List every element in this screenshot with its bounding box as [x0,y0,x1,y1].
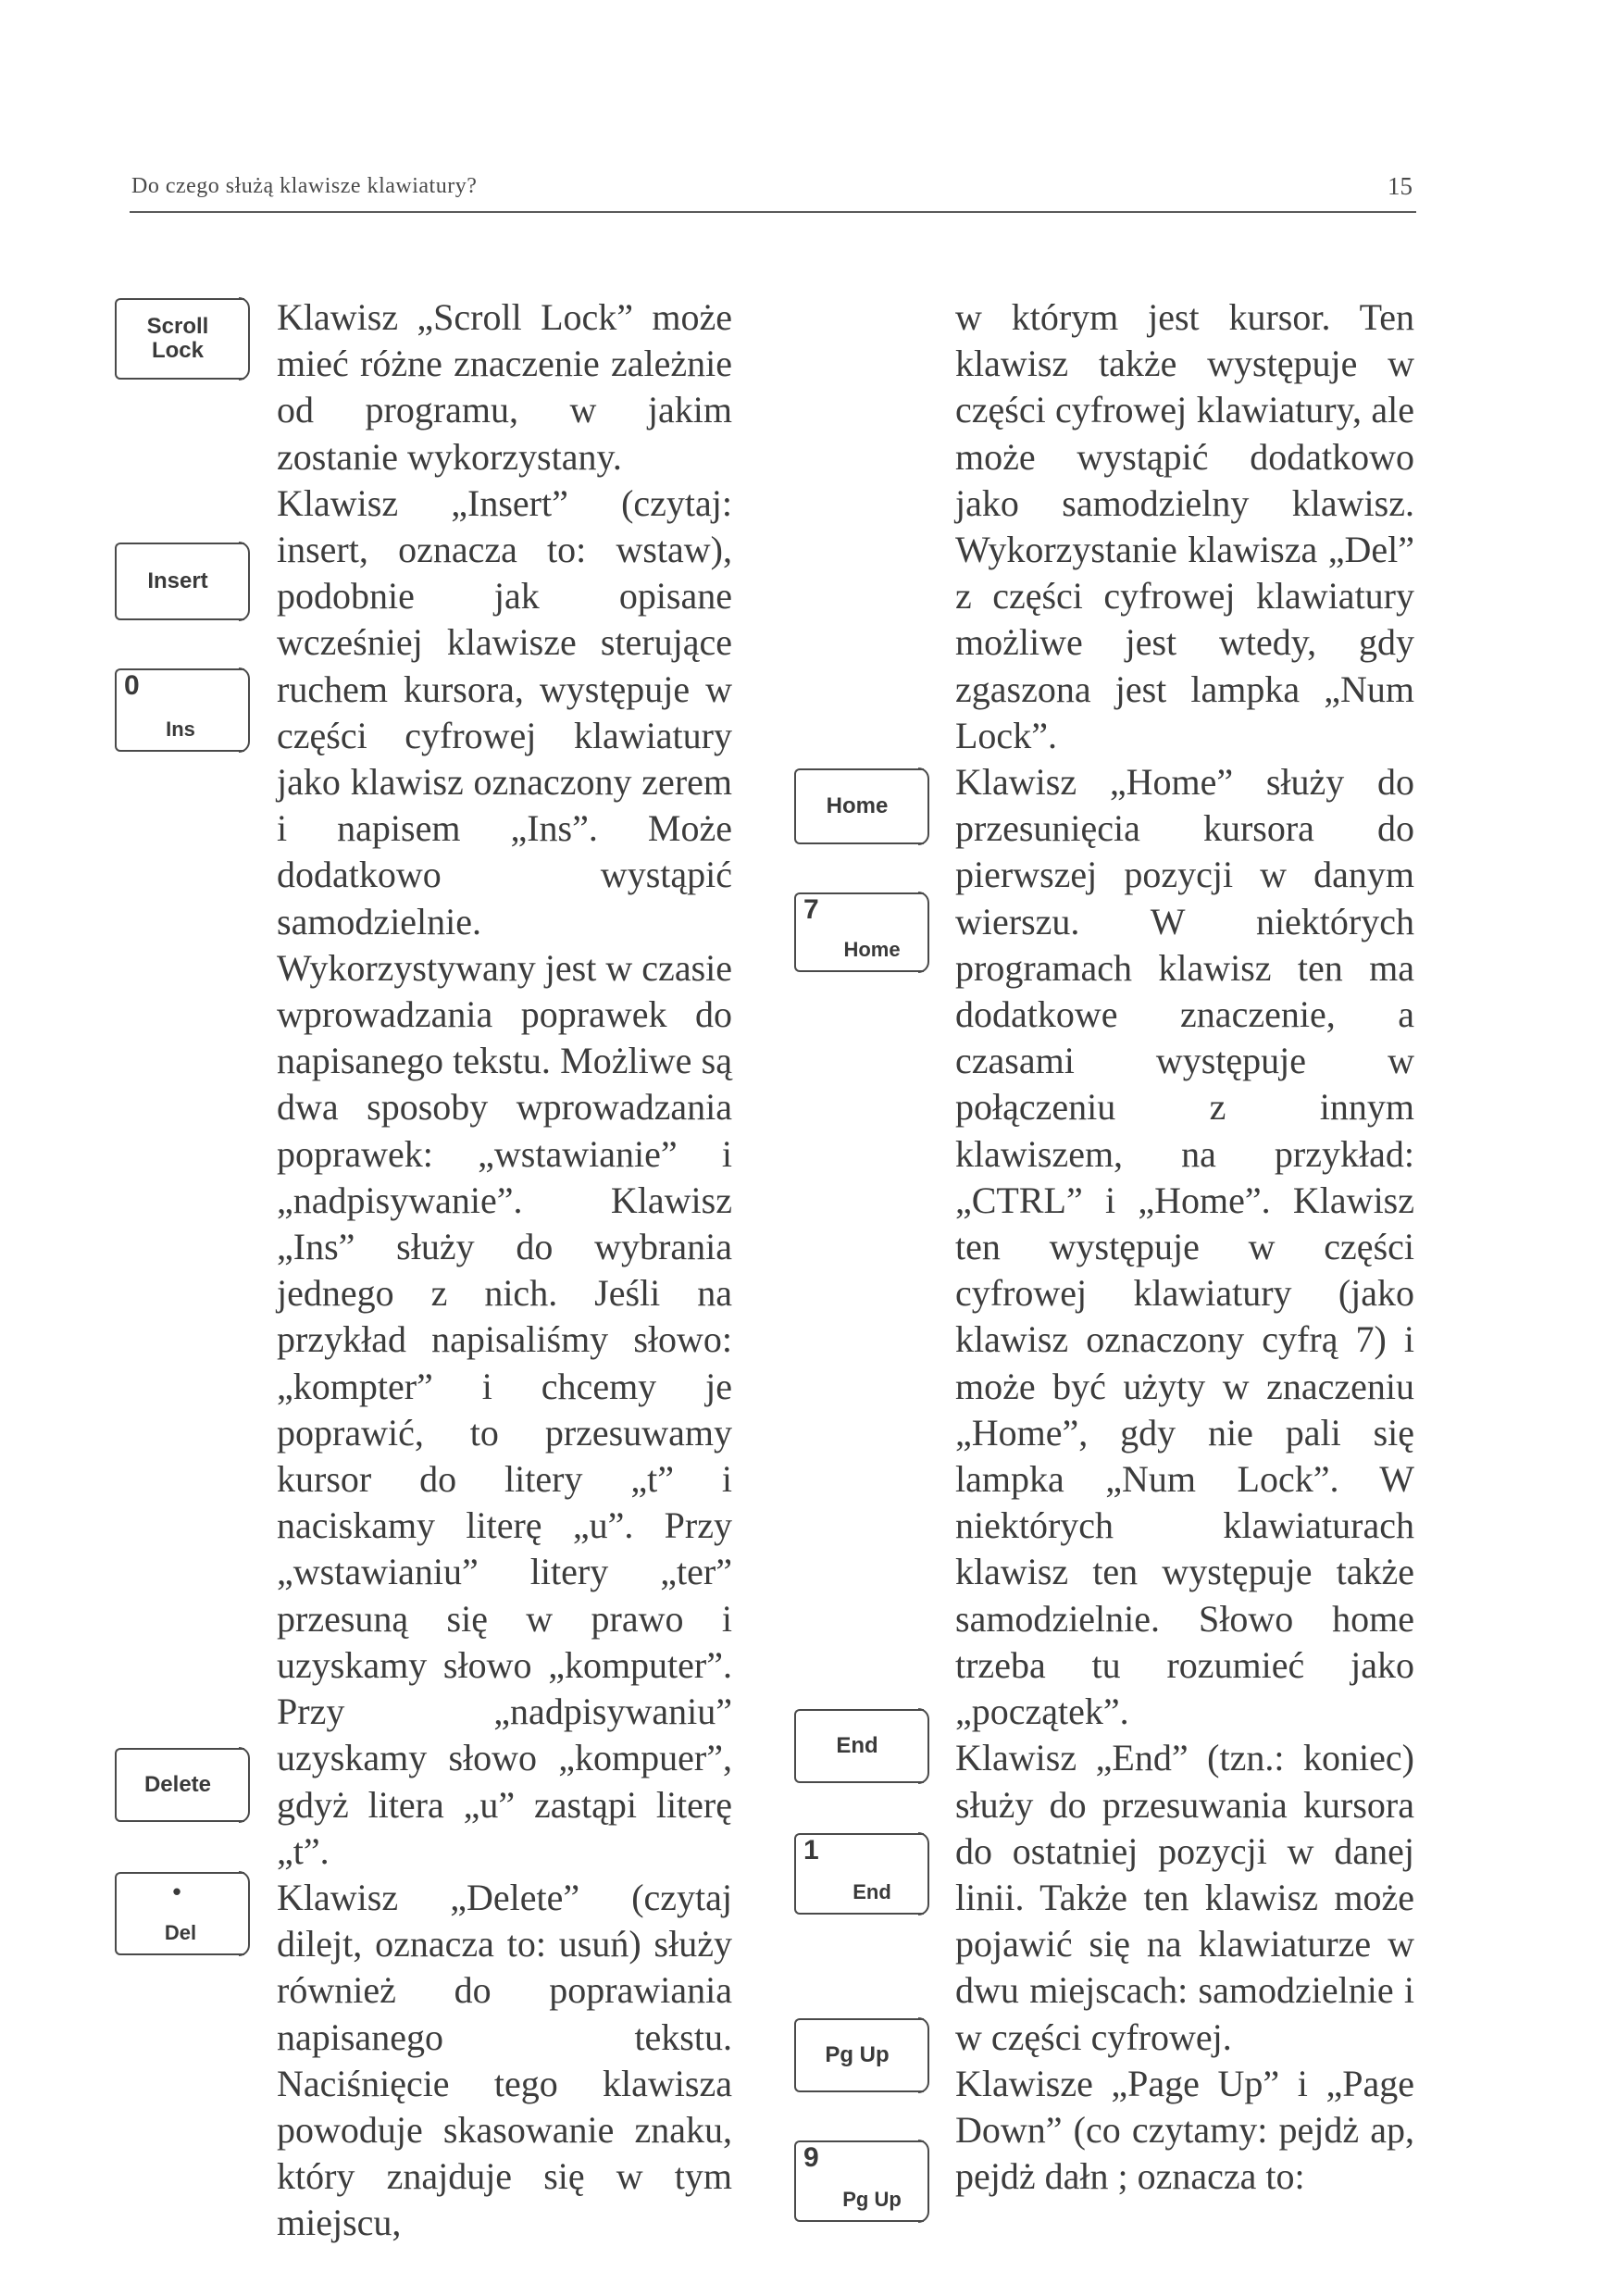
delete-key-label: Delete [143,1772,212,1797]
numpad-home-key-label: Home [843,938,901,961]
home-key-icon [794,768,924,844]
delete-key-icon [115,1748,244,1822]
numpad-home-key-numeral: 7 [803,894,819,925]
numpad-end-key-label: End [853,1880,891,1903]
numpad-home-key-icon [794,892,924,972]
running-header [130,174,1416,213]
numpad-del-key-label: Del [164,1921,197,1944]
numpad-end-key-numeral: 1 [803,1835,819,1866]
numpad-del-key-dot: • [172,1878,181,1905]
numpad-pgup-key-numeral: 9 [803,2142,819,2173]
numpad-pgup-key-label: Pg Up [842,2188,902,2211]
pgup-key-icon [794,2018,924,2092]
numpad-pgup-key-icon [794,2140,924,2222]
scroll-lock-key-icon [115,298,244,380]
numpad-end-key-icon [794,1833,924,1915]
left-text-column: Klawisz „Scroll Lock” może mieć różne znaczenie zależnie od programu, w jakim zostanie wykorzystany. Klawisz „Insert” (czytaj: insert, oznacza to: wstaw), podobnie jak opisane wcześniej klawisze sterujące ruchem kursora, występuje w części cyfrowej klawiatury jako klawisz oznaczony zerem i napisem „Ins”. Może dodatkowo wystąpić samodzielnie. Wykorzystywany jest w czasie wprowadzania poprawek do napisanego tekstu. Możliwe są dwa sposoby wprowadzania poprawek: „wstawianie” i „nadpisywanie”. Klawisz „Ins” służy do wybrania jednego z nich. Jeśli na przykład napisaliśmy słowo: „kompter” i chcemy je poprawić, to przesuwamy kursor do litery „t” i naciskamy literę „u”. Przy „wstawianiu” litery „ter” przesuną się w prawo i uzyskamy słowo „komputer”. Przy „nadpisywaniu” uzyskamy słowo „kompuer”, gdyż litera „u” zastąpi literę „t”. Klawisz „Delete” (czytaj dilejt, oznacza to: usuń) służy również do poprawiania napisanego tekstu. Naciśnięcie tego klawisza powoduje skasowanie znaku, który znajduje się w tym miejscu, [277,296,732,2244]
end-key-label: End [836,1733,878,1758]
end-key-icon [794,1709,924,1783]
page-number: 15 [1388,172,1413,200]
pgup-key-label: Pg Up [825,2042,890,2067]
right-text-column: w którym jest kursor. Ten klawisz także występuje w części cyfrowej klawiatury, ale może wystąpić dodatkowo jako samodzielny klawisz. Wykorzystanie klawisza „Del” z części cyfrowej klawiatury możliwe jest wtedy, gdy zgaszona jest lampka „Num Lock”. Klawisz „Home” służy do przesunięcia kursora do pierwszej pozycji w danym wierszu. W niektórych programach klawisz ten ma dodatkowe znaczenie, a czasami występuje w połączeniu z innym klawiszem, na przykład: „CTRL” i „Home”. Klawisz ten występuje w części cyfrowej klawiatury (jako klawisz oznaczony cyfrą 7) i może być użyty w znaczeniu „Home”, gdy nie pali się lampka „Num Lock”. W niektórych klawiaturach klawisz ten występuje także samodzielnie. Słowo home trzeba tu rozumieć jako „początek”. Klawisz „End” (tzn.: koniec) służy do przesuwania kursora do ostatniej pozycji w danej linii. Także ten klawisz może pojawić się na klawiaturze w dwu miejscach: samodzielnie i w części cyfrowej. Klawisze „Page Up” i „Page Down” (co czytamy: pejdż ap, pejdż dałn ; oznacza to: [955,296,1414,2198]
numpad-ins-key-numeral: 0 [124,670,140,701]
home-key-label: Home [826,793,889,818]
scroll-lock-key-label: Scroll Lock [146,314,209,363]
numpad-ins-key-label: Ins [166,718,195,741]
insert-key-label: Insert [147,568,208,593]
insert-key-icon [115,543,244,620]
numpad-del-key-icon [115,1872,244,1955]
chapter-title: Do czego służą klawisze klawiatury? [131,174,478,198]
numpad-ins-key-icon [115,668,244,752]
